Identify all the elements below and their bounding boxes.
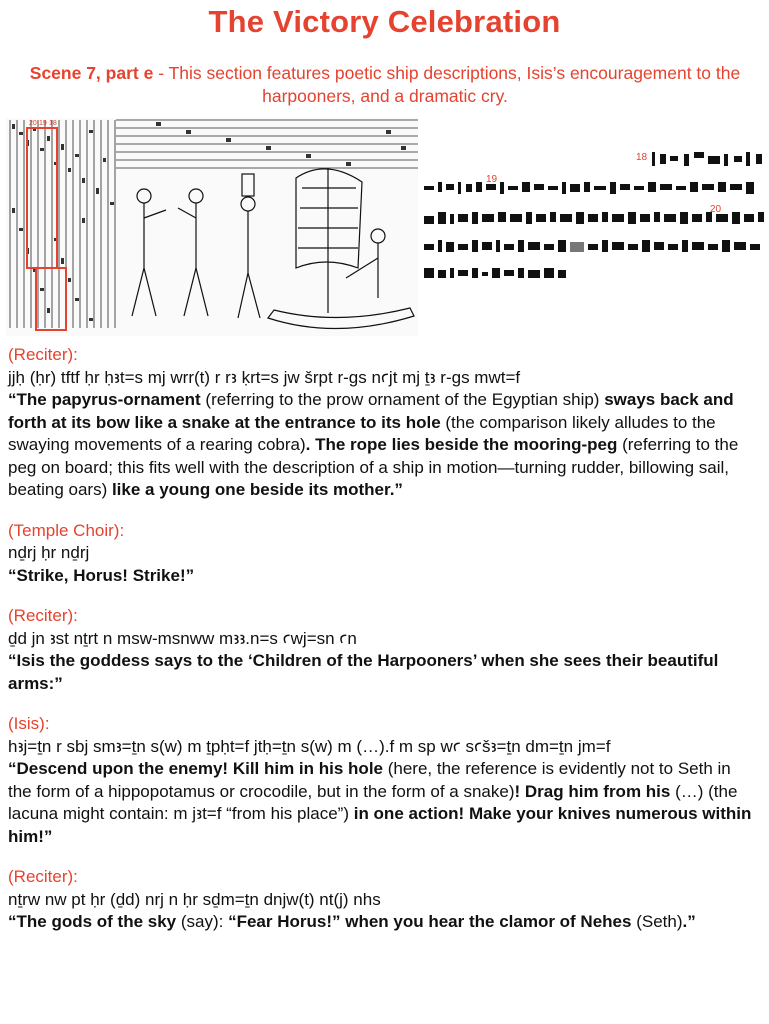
column-label: 18 <box>49 120 57 127</box>
translation-bold: like a young one beside its mother.” <box>111 480 403 499</box>
intro-paragraph <box>20 62 750 108</box>
glyph-marker: 20 <box>710 204 722 215</box>
transliteration: jjḥ (ḥr) tftf ḥr ḥꜣt=s mj wrr(t) r rꜣ ḳrt=s jw šrpt r-gs nꜥjt mj ṯꜣ r-gs mwt=f <box>8 367 521 387</box>
translation-bold: ! Drag him from his <box>514 781 671 801</box>
translation-note: (Seth) <box>631 912 683 931</box>
speaker-label: (Reciter): <box>8 867 78 886</box>
translation-note: (the comparison likely alludes to the swaying movements of a rearing cobra) <box>8 412 716 454</box>
translation <box>8 389 758 502</box>
recitation-block <box>8 713 758 848</box>
transliteration: nṯrw nw pt ḥr (ḏd) nrj n ḥr sḏm=ṯn dnjw(t) nt(j) nhs <box>8 889 381 909</box>
translation-note: (say): <box>176 912 229 931</box>
speaker-label: (Isis): <box>8 714 50 733</box>
glyph-marker: 19 <box>486 174 498 185</box>
translation-note: (referring to the peg on board; this fits well with the description of a ship in motion—turning rudder, billowing sail, beating oars) <box>8 435 739 499</box>
translation-note: (here, the reference is evidently not to Seth in the form of a hippopotamus or crocodile, but in the form of a snake) <box>8 759 731 801</box>
figure <box>6 118 762 338</box>
transliteration: hꜣj=ṯn r sbj smꜣ=ṯn s(w) m ṯpḥt=f jtḥ=ṯn s(w) m (…).f m sp wꜥ sꜥšꜣ=ṯn dm=ṯn jm=f <box>8 736 611 756</box>
translation-bold: “Strike, Horus! Strike!” <box>8 565 195 585</box>
translation <box>8 650 758 695</box>
translation-bold: .” <box>682 912 696 931</box>
translation-bold: “Fear Horus!” when you hear the clamor of Nehes <box>228 912 632 931</box>
translation-bold: “The papyrus-ornament <box>8 390 201 409</box>
speaker-label: (Temple Choir): <box>8 520 125 540</box>
speaker-label: (Reciter): <box>8 345 78 364</box>
translation-note: (…) (the lacuna might contain: m jꜣt=f “from his place”) <box>8 781 738 823</box>
recitation-block <box>8 344 758 502</box>
temple-relief-image <box>6 118 418 336</box>
translation-bold: “The gods of the sky <box>8 912 177 931</box>
translation-text <box>8 344 758 952</box>
translation-bold: “Descend upon the enemy! Kill him in his hole <box>8 759 383 778</box>
translation-bold: in one action! Make your knives numerous within him!” <box>8 804 752 846</box>
column-label: 20 <box>29 120 37 127</box>
translation <box>8 911 758 934</box>
glyph-marker: 18 <box>636 152 648 163</box>
translation-bold: sways back and forth at its bow like a snake at the entrance to its hole <box>8 390 734 432</box>
translation <box>8 758 758 848</box>
scene-label: Scene 7, part e <box>29 63 154 83</box>
translation-bold: “Isis the goddess says to the ‘Children of the Harpooners’ when she sees their beautiful arms:” <box>8 651 719 693</box>
transliteration: nḏrj ḥr nḏrj <box>8 543 90 562</box>
translation <box>8 565 758 588</box>
recitation-block <box>8 520 758 588</box>
speaker-label: (Reciter): <box>8 606 78 625</box>
translation-bold: . The rope lies beside the mooring-peg <box>305 435 618 454</box>
column-label: 19 <box>39 120 47 127</box>
page-title: The Victory Celebration <box>208 4 561 39</box>
intro-text: - This section features poetic ship descriptions, Isis’s encouragement to the harpooners, and a dramatic cry. <box>153 63 741 106</box>
translation-note: (referring to the prow ornament of the Egyptian ship) <box>200 390 605 409</box>
recitation-block <box>8 866 758 934</box>
transliteration: ḏd jn ꜣst nṯrt n msw-msnww mꜣꜣ.n=s ꜥwj=sn ꜥn <box>8 628 357 648</box>
recitation-block <box>8 605 758 695</box>
hieroglyph-transcription-image <box>422 148 767 318</box>
